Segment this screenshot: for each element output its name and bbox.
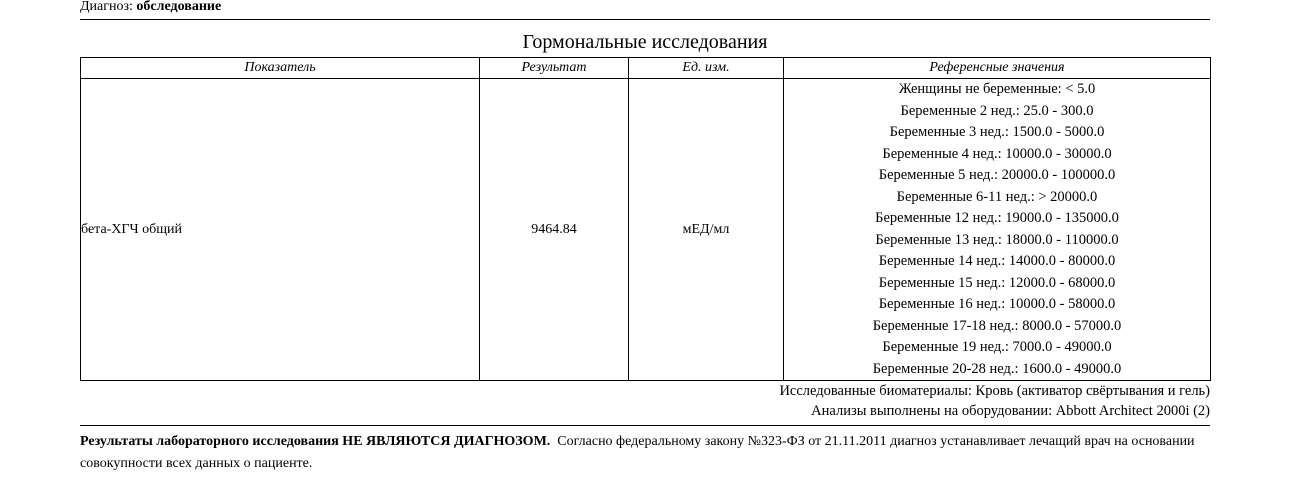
reference-line: Беременные 17-18 нед.: 8000.0 - 57000.0 [872,317,1122,334]
column-header-reference: Референсные значения [784,58,1211,79]
reference-line: Беременные 15 нед.: 12000.0 - 68000.0 [878,274,1116,291]
disclaimer [80,431,1220,475]
reference-line: Беременные 4 нед.: 10000.0 - 30000.0 [882,145,1112,162]
indicator-cell: бета-ХГЧ общий [81,79,480,381]
section-title: Гормональные исследования [522,31,768,53]
reference-line: Беременные 3 нед.: 1500.0 - 5000.0 [889,124,1105,140]
diagnosis-line [80,0,221,16]
disclaimer-text: Согласно федеральному закону №323-ФЗ от 21.11.2011 диагноз устанавливает лечащий врач на основании совокупности всех данных о пациенте. [80,434,1195,471]
reference-line: Беременные 14 нед.: 14000.0 - 80000.0 [878,253,1116,269]
reference-line: Беременные 6-11 нед.: > 20000.0 [896,188,1098,205]
column-header-indicator: Показатель [81,58,480,79]
table-header-row [81,58,1211,79]
result-cell: 9464.84 [480,79,629,381]
equipment-note: Анализы выполнены на оборудовании: Abbott Architect 2000i (2) [811,403,1210,419]
footer-divider [80,425,1210,426]
reference-line: Беременные 2 нед.: 25.0 - 300.0 [900,102,1094,119]
reference-line: Женщины не беременные: < 5.0 [898,81,1096,97]
reference-values-cell [784,79,1211,381]
header-divider [80,19,1210,20]
reference-line: Беременные 12 нед.: 19000.0 - 135000.0 [875,210,1119,226]
column-header-result: Результат [480,58,629,79]
reference-line: Беременные 13 нед.: 18000.0 - 110000.0 [875,231,1119,248]
table-row [81,79,1211,381]
reference-line: Беременные 20-28 нед.: 1600.0 - 49000.0 [872,360,1122,377]
biomaterials-note: Исследованные биоматериалы: Кровь (активатор свёртывания и гель) [779,383,1210,399]
unit-cell: мЕД/мл [629,79,784,381]
diagnosis-label: Диагноз: [80,0,133,14]
diagnosis-value: обследование [136,0,222,14]
results-table [80,57,1211,381]
disclaimer-bold: Результаты лабораторного исследования НЕ ЯВЛЯЮТСЯ ДИАГНОЗОМ. [80,434,551,449]
column-header-unit: Ед. изм. [629,58,784,79]
reference-line: Беременные 19 нед.: 7000.0 - 49000.0 [882,339,1112,355]
reference-line: Беременные 5 нед.: 20000.0 - 100000.0 [878,167,1116,183]
reference-line: Беременные 16 нед.: 10000.0 - 58000.0 [878,296,1116,312]
